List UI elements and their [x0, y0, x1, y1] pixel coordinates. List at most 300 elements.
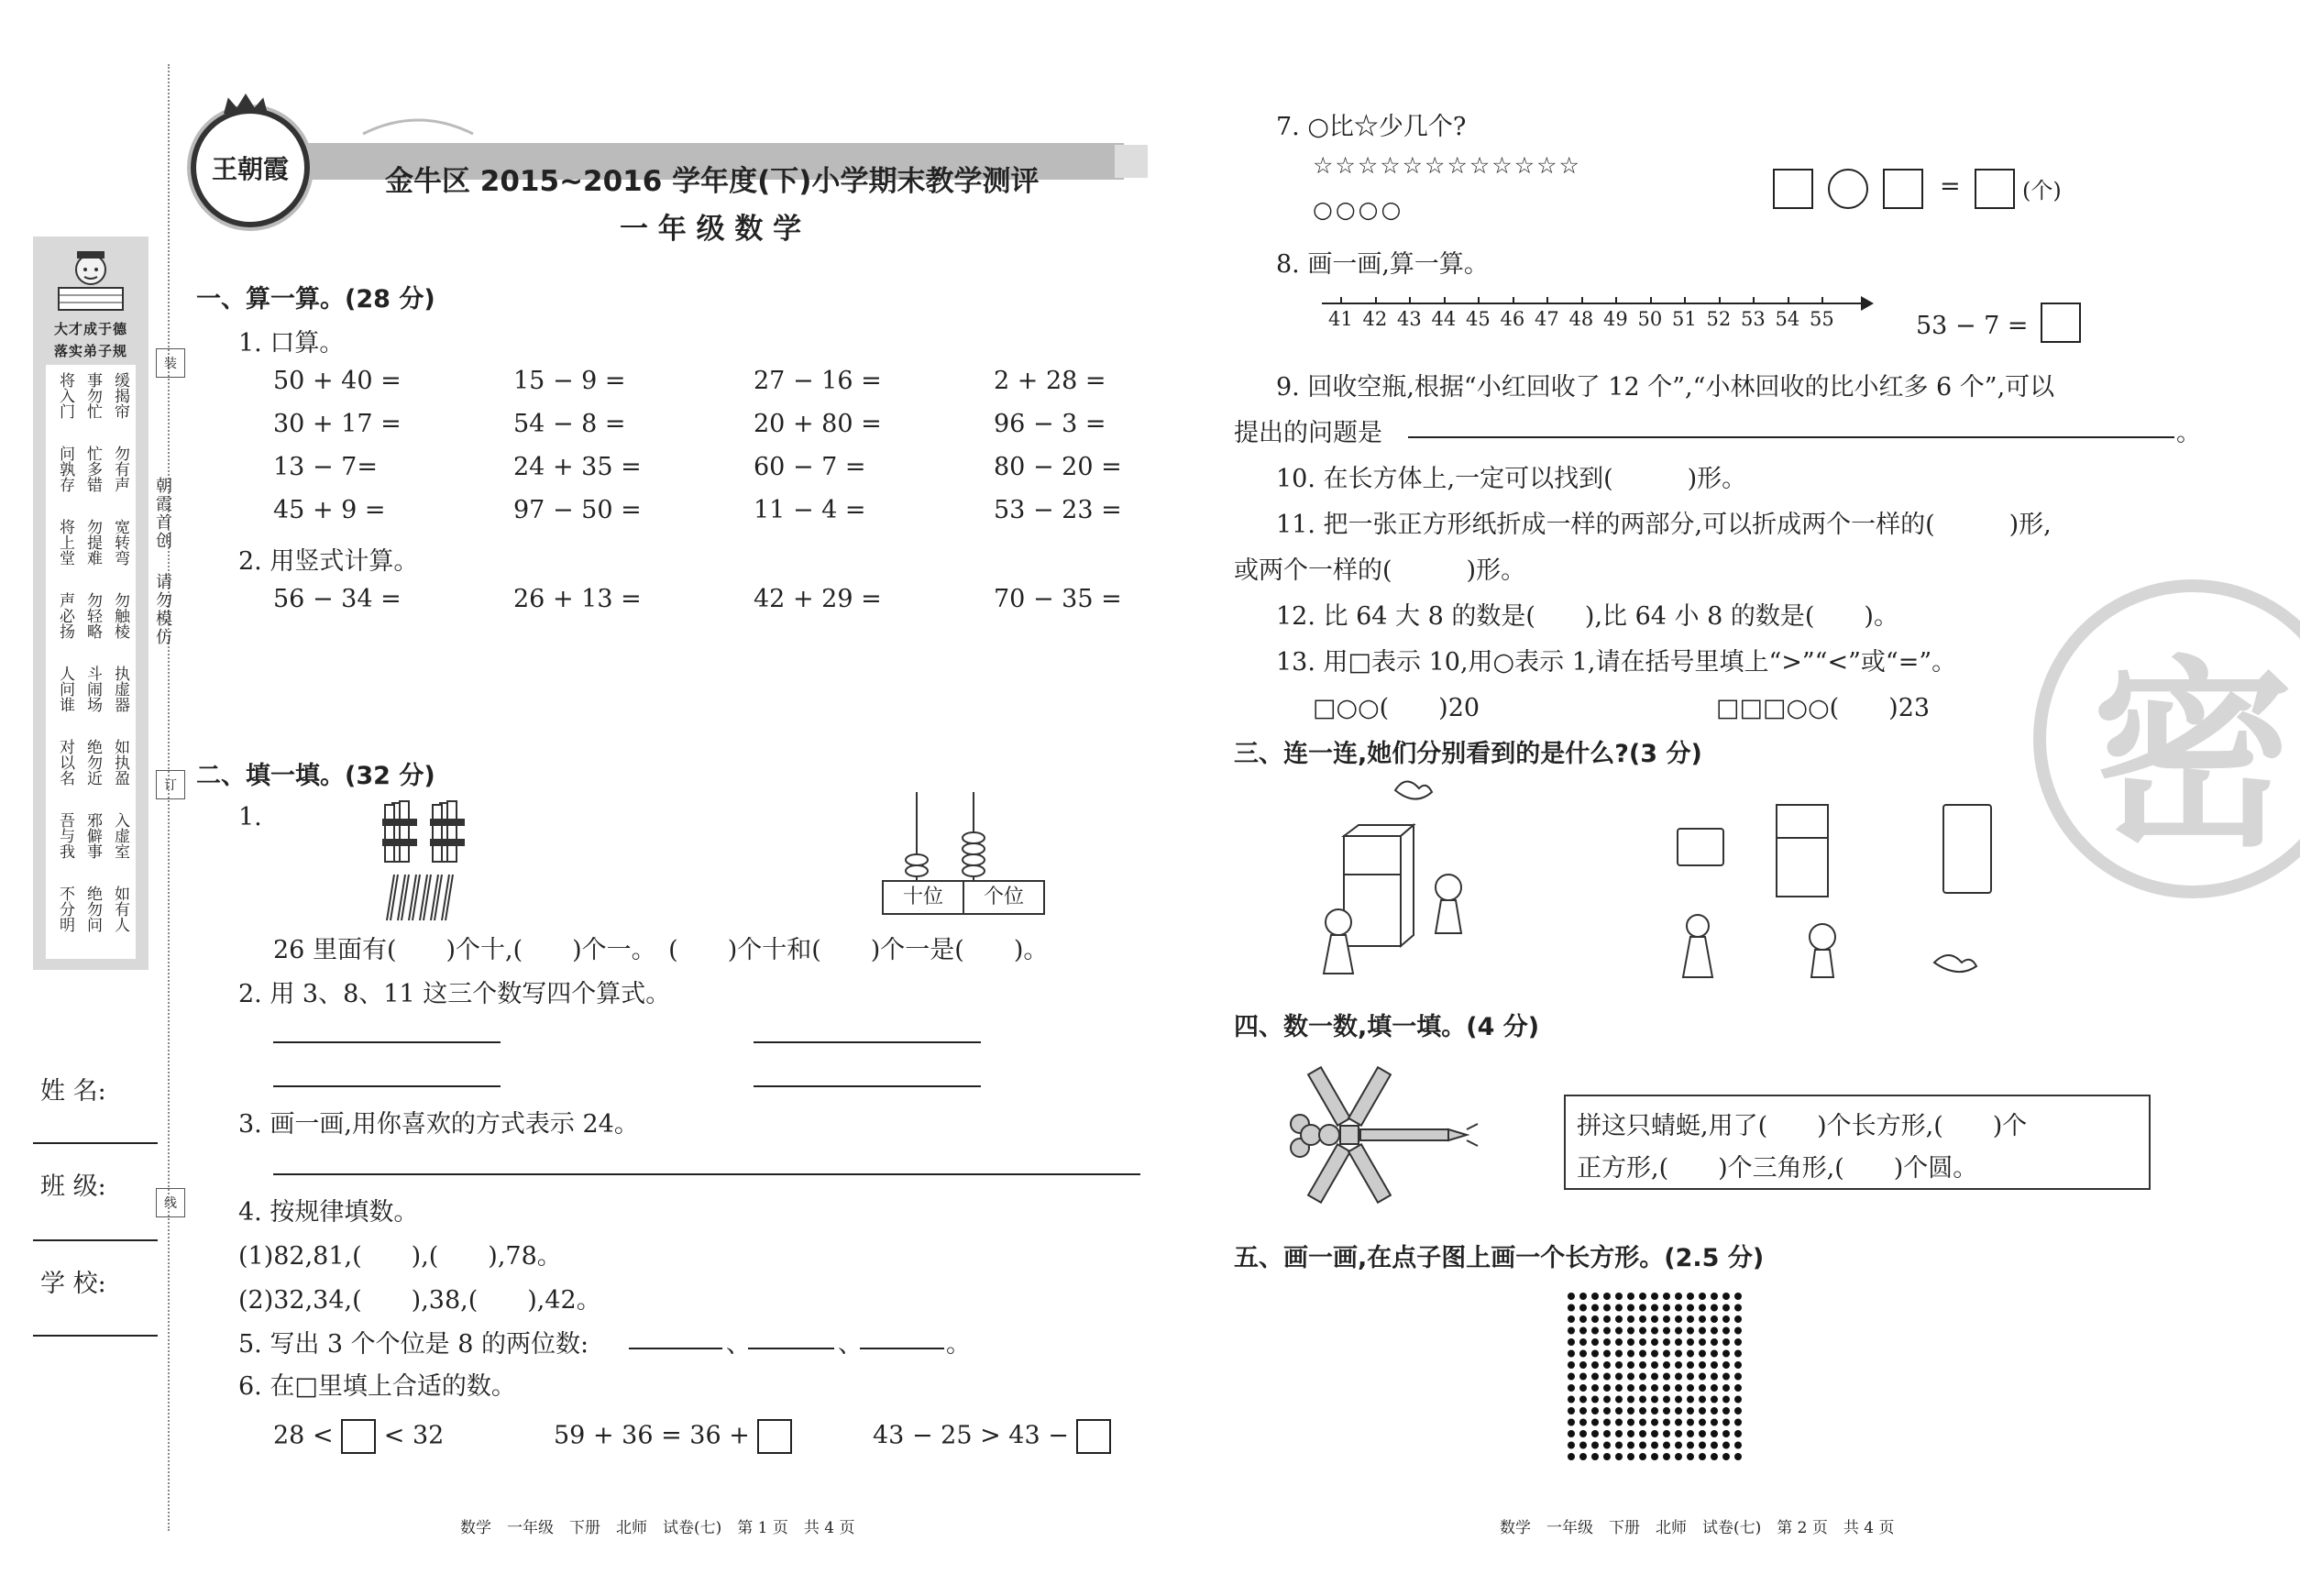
- grid-dot[interactable]: [1699, 1384, 1706, 1392]
- grid-dot[interactable]: [1675, 1361, 1682, 1369]
- grid-dot[interactable]: [1568, 1373, 1575, 1381]
- grid-dot[interactable]: [1699, 1315, 1706, 1323]
- number-line-label: 51: [1672, 308, 1697, 330]
- q7-circle-operator[interactable]: [1828, 169, 1868, 209]
- q12: 12. 比 64 大 8 的数是( ),比 64 小 8 的数是( )。: [1276, 602, 1898, 631]
- motto-column: 声必扬: [56, 592, 74, 639]
- grid-dot[interactable]: [1699, 1442, 1706, 1449]
- grid-dot[interactable]: [1579, 1396, 1587, 1403]
- viewpoint-scene-illustration: [1287, 772, 1516, 992]
- grid-dot[interactable]: [1651, 1315, 1658, 1323]
- grid-dot[interactable]: [1639, 1396, 1646, 1403]
- grid-dot[interactable]: [1722, 1384, 1730, 1392]
- grid-dot[interactable]: [1603, 1396, 1611, 1403]
- grid-dot[interactable]: [1591, 1327, 1599, 1335]
- fill-q5-blank-3[interactable]: [860, 1348, 944, 1349]
- grid-dot[interactable]: [1663, 1315, 1670, 1323]
- grid-dot[interactable]: [1651, 1293, 1658, 1300]
- grid-dot[interactable]: [1579, 1384, 1587, 1392]
- grid-dot[interactable]: [1734, 1373, 1742, 1381]
- grid-dot[interactable]: [1663, 1419, 1670, 1426]
- grid-dot[interactable]: [1734, 1396, 1742, 1403]
- grid-dot[interactable]: [1663, 1338, 1670, 1346]
- abacus-base: [882, 880, 1045, 915]
- grid-dot[interactable]: [1687, 1315, 1694, 1323]
- grid-dot[interactable]: [1651, 1373, 1658, 1381]
- grid-dot[interactable]: [1615, 1442, 1623, 1449]
- grid-dot[interactable]: [1675, 1293, 1682, 1300]
- grid-dot[interactable]: [1591, 1430, 1599, 1437]
- grid-dot[interactable]: [1722, 1373, 1730, 1381]
- grid-dot[interactable]: [1627, 1384, 1634, 1392]
- motto-column: 问孰存: [56, 446, 74, 492]
- grid-dot[interactable]: [1711, 1384, 1718, 1392]
- grid-dot[interactable]: [1568, 1396, 1575, 1403]
- grid-dot[interactable]: [1663, 1361, 1670, 1369]
- grid-dot[interactable]: [1675, 1407, 1682, 1414]
- grid-dot[interactable]: [1734, 1453, 1742, 1460]
- grid-dot[interactable]: [1603, 1315, 1611, 1323]
- grid-dot[interactable]: [1699, 1373, 1706, 1381]
- q7-box-2[interactable]: [1883, 169, 1923, 209]
- watermark-seal: [2033, 579, 2300, 898]
- grid-dot[interactable]: [1627, 1407, 1634, 1414]
- grid-dot[interactable]: [1722, 1293, 1730, 1300]
- grid-dot[interactable]: [1722, 1338, 1730, 1346]
- grid-dot[interactable]: [1687, 1350, 1694, 1358]
- grid-dot[interactable]: [1627, 1396, 1634, 1403]
- grid-dot[interactable]: [1687, 1327, 1694, 1335]
- grid-dot[interactable]: [1591, 1350, 1599, 1358]
- grid-dot[interactable]: [1675, 1453, 1682, 1460]
- grid-dot[interactable]: [1722, 1304, 1730, 1312]
- grid-dot[interactable]: [1615, 1396, 1623, 1403]
- grid-dot[interactable]: [1568, 1453, 1575, 1460]
- grid-dot[interactable]: [1711, 1442, 1718, 1449]
- grid-dot[interactable]: [1639, 1419, 1646, 1426]
- q11-line2: 或两个一样的( )形。: [1234, 556, 1526, 585]
- grid-dot[interactable]: [1568, 1384, 1575, 1392]
- grid-dot[interactable]: [1639, 1327, 1646, 1335]
- grid-dot[interactable]: [1651, 1361, 1658, 1369]
- motto-column: 如执盈: [111, 739, 129, 786]
- grid-dot[interactable]: [1603, 1338, 1611, 1346]
- grid-dot[interactable]: [1627, 1442, 1634, 1449]
- grid-dot[interactable]: [1687, 1407, 1694, 1414]
- grid-dot[interactable]: [1627, 1453, 1634, 1460]
- oral-calc-item: 50 + 40 =: [273, 367, 402, 395]
- grid-dot[interactable]: [1651, 1419, 1658, 1426]
- note-no-copy: 请勿模仿: [153, 573, 172, 646]
- grid-dot[interactable]: [1627, 1327, 1634, 1335]
- grid-dot[interactable]: [1699, 1407, 1706, 1414]
- grid-dot[interactable]: [1615, 1453, 1623, 1460]
- grid-dot[interactable]: [1627, 1419, 1634, 1426]
- grid-dot[interactable]: [1591, 1361, 1599, 1369]
- q7-box-1[interactable]: [1773, 169, 1813, 209]
- name-field[interactable]: [33, 1142, 158, 1144]
- oral-calc-item: 96 − 3 =: [994, 410, 1106, 438]
- grid-dot[interactable]: [1699, 1419, 1706, 1426]
- grid-dot[interactable]: [1722, 1315, 1730, 1323]
- oral-calc-item: 60 − 7 =: [754, 453, 866, 481]
- q7-circles: ○○○○: [1313, 196, 1404, 223]
- grid-dot[interactable]: [1663, 1304, 1670, 1312]
- number-line-tick: [1788, 297, 1789, 304]
- oral-calc-item: 15 − 9 =: [513, 367, 626, 395]
- grid-dot[interactable]: [1687, 1361, 1694, 1369]
- motto-column: 绝勿问: [83, 886, 102, 932]
- grid-dot[interactable]: [1651, 1396, 1658, 1403]
- q8-answer-box[interactable]: [2041, 303, 2081, 343]
- grid-dot[interactable]: [1603, 1384, 1611, 1392]
- grid-dot[interactable]: [1675, 1442, 1682, 1449]
- number-line-label: 48: [1568, 308, 1594, 330]
- grid-dot[interactable]: [1627, 1350, 1634, 1358]
- grid-dot[interactable]: [1603, 1442, 1611, 1449]
- grid-dot[interactable]: [1675, 1350, 1682, 1358]
- grid-dot[interactable]: [1651, 1442, 1658, 1449]
- grid-dot[interactable]: [1675, 1338, 1682, 1346]
- grid-dot[interactable]: [1687, 1373, 1694, 1381]
- grid-dot[interactable]: [1722, 1327, 1730, 1335]
- grid-dot[interactable]: [1711, 1293, 1718, 1300]
- grid-dot[interactable]: [1699, 1338, 1706, 1346]
- ineq-1-box[interactable]: [341, 1419, 376, 1454]
- grid-dot[interactable]: [1591, 1419, 1599, 1426]
- grid-dot[interactable]: [1663, 1384, 1670, 1392]
- grid-dot[interactable]: [1687, 1396, 1694, 1403]
- grid-dot[interactable]: [1568, 1442, 1575, 1449]
- grid-dot[interactable]: [1687, 1453, 1694, 1460]
- motto-column: 忙多错: [83, 446, 102, 492]
- grid-dot[interactable]: [1699, 1430, 1706, 1437]
- number-line-label: 44: [1431, 308, 1457, 330]
- fill-q6: 6. 在□里填上合适的数。: [238, 1372, 516, 1401]
- grid-dot[interactable]: [1627, 1338, 1634, 1346]
- q13b: □□□○○( )23: [1716, 694, 1931, 722]
- grid-dot[interactable]: [1627, 1315, 1634, 1323]
- grid-dot[interactable]: [1579, 1327, 1587, 1335]
- motto-column: 执虚器: [111, 666, 129, 712]
- grid-dot[interactable]: [1722, 1361, 1730, 1369]
- grid-dot[interactable]: [1711, 1327, 1718, 1335]
- grid-dot[interactable]: [1603, 1304, 1611, 1312]
- grid-dot[interactable]: [1734, 1442, 1742, 1449]
- grid-dot[interactable]: [1722, 1442, 1730, 1449]
- grid-dot[interactable]: [1734, 1430, 1742, 1437]
- grid-dot[interactable]: [1591, 1396, 1599, 1403]
- grid-dot[interactable]: [1687, 1430, 1694, 1437]
- grid-dot[interactable]: [1675, 1327, 1682, 1335]
- fill-q5-blank-2[interactable]: [748, 1348, 834, 1349]
- grid-dot[interactable]: [1687, 1384, 1694, 1392]
- grid-dot[interactable]: [1615, 1430, 1623, 1437]
- grid-dot[interactable]: [1615, 1350, 1623, 1358]
- grid-dot[interactable]: [1722, 1407, 1730, 1414]
- grid-dot[interactable]: [1663, 1453, 1670, 1460]
- grid-dot[interactable]: [1639, 1293, 1646, 1300]
- class-field[interactable]: [33, 1239, 158, 1241]
- grid-dot[interactable]: [1675, 1396, 1682, 1403]
- grid-dot[interactable]: [1568, 1338, 1575, 1346]
- grid-dot[interactable]: [1568, 1315, 1575, 1323]
- grid-dot[interactable]: [1579, 1453, 1587, 1460]
- grid-dot[interactable]: [1711, 1304, 1718, 1312]
- grid-dot[interactable]: [1687, 1293, 1694, 1300]
- grid-dot[interactable]: [1627, 1361, 1634, 1369]
- section-4-heading: 四、数一数,填一填。(4 分): [1234, 1013, 1540, 1041]
- grid-dot[interactable]: [1734, 1304, 1742, 1312]
- grid-dot[interactable]: [1615, 1361, 1623, 1369]
- q13a: □○○( )20: [1313, 694, 1480, 722]
- grid-dot[interactable]: [1603, 1430, 1611, 1437]
- grid-dot[interactable]: [1568, 1350, 1575, 1358]
- fill-q3-answer-line[interactable]: [273, 1173, 1140, 1175]
- dragonfly-question-box: [1564, 1095, 2151, 1190]
- grid-dot[interactable]: [1687, 1442, 1694, 1449]
- grid-dot[interactable]: [1579, 1361, 1587, 1369]
- left-footer: 数学 一年级 下册 北师 试卷(七) 第 1 页 共 4 页: [460, 1519, 855, 1537]
- number-line-tick: [1719, 297, 1721, 304]
- grid-dot[interactable]: [1675, 1315, 1682, 1323]
- grid-dot[interactable]: [1699, 1361, 1706, 1369]
- grid-dot[interactable]: [1711, 1453, 1718, 1460]
- grid-dot[interactable]: [1568, 1430, 1575, 1437]
- grid-dot[interactable]: [1663, 1293, 1670, 1300]
- grid-dot[interactable]: [1663, 1350, 1670, 1358]
- grid-dot[interactable]: [1734, 1315, 1742, 1323]
- grid-dot[interactable]: [1711, 1407, 1718, 1414]
- q11-line1: 11. 把一张正方形纸折成一样的两部分,可以折成两个一样的( )形,: [1276, 511, 2052, 539]
- scholar-illustration: [50, 244, 132, 317]
- ineq-2: [554, 1419, 792, 1454]
- grid-dot[interactable]: [1568, 1407, 1575, 1414]
- grid-dot[interactable]: [1663, 1327, 1670, 1335]
- grid-dot[interactable]: [1722, 1419, 1730, 1426]
- grid-dot[interactable]: [1711, 1315, 1718, 1323]
- grid-dot[interactable]: [1568, 1327, 1575, 1335]
- grid-dot[interactable]: [1639, 1304, 1646, 1312]
- grid-dot[interactable]: [1615, 1327, 1623, 1335]
- fill-q5-blank-1[interactable]: [629, 1348, 722, 1349]
- number-line-tick: [1615, 297, 1617, 304]
- grid-dot[interactable]: [1675, 1304, 1682, 1312]
- grid-dot[interactable]: [1711, 1430, 1718, 1437]
- grid-dot[interactable]: [1711, 1338, 1718, 1346]
- grid-dot[interactable]: [1734, 1350, 1742, 1358]
- ineq-2-pre: 59 + 36 = 36 +: [554, 1421, 750, 1450]
- grid-dot[interactable]: [1639, 1430, 1646, 1437]
- grid-dot[interactable]: [1722, 1453, 1730, 1460]
- grid-dot[interactable]: [1615, 1315, 1623, 1323]
- grid-dot[interactable]: [1603, 1293, 1611, 1300]
- grid-dot[interactable]: [1568, 1293, 1575, 1300]
- grid-dot[interactable]: [1639, 1384, 1646, 1392]
- grid-dot[interactable]: [1627, 1373, 1634, 1381]
- grid-dot[interactable]: [1579, 1373, 1587, 1381]
- grid-dot[interactable]: [1734, 1419, 1742, 1426]
- answer-line-3[interactable]: [273, 1085, 501, 1087]
- grid-dot[interactable]: [1675, 1384, 1682, 1392]
- grid-dot[interactable]: [1711, 1350, 1718, 1358]
- q9-answer-line[interactable]: [1408, 436, 2174, 438]
- grid-dot[interactable]: [1651, 1338, 1658, 1346]
- grid-dot[interactable]: [1687, 1338, 1694, 1346]
- q9-line2: 提出的问题是: [1234, 419, 1382, 447]
- fill-q2: 2. 用 3、8、11 这三个数写四个算式。: [238, 980, 671, 1008]
- grid-dot[interactable]: [1639, 1442, 1646, 1449]
- grid-dot[interactable]: [1639, 1350, 1646, 1358]
- grid-dot[interactable]: [1591, 1315, 1599, 1323]
- grid-dot[interactable]: [1591, 1293, 1599, 1300]
- grid-dot[interactable]: [1711, 1361, 1718, 1369]
- grid-dot[interactable]: [1591, 1304, 1599, 1312]
- grid-dot[interactable]: [1603, 1350, 1611, 1358]
- answer-line-1[interactable]: [273, 1041, 501, 1043]
- grid-dot[interactable]: [1591, 1442, 1599, 1449]
- grid-dot[interactable]: [1627, 1304, 1634, 1312]
- grid-dot[interactable]: [1615, 1384, 1623, 1392]
- grid-dot[interactable]: [1579, 1419, 1587, 1426]
- ineq-3-box[interactable]: [1076, 1419, 1111, 1454]
- grid-dot[interactable]: [1699, 1327, 1706, 1335]
- grid-dot[interactable]: [1568, 1361, 1575, 1369]
- grid-dot[interactable]: [1675, 1373, 1682, 1381]
- grid-dot[interactable]: [1591, 1453, 1599, 1460]
- grid-dot[interactable]: [1651, 1430, 1658, 1437]
- grid-dot[interactable]: [1663, 1396, 1670, 1403]
- oral-calc-item: 53 − 23 =: [994, 496, 1122, 524]
- grid-dot[interactable]: [1615, 1419, 1623, 1426]
- grid-dot[interactable]: [1663, 1430, 1670, 1437]
- grid-dot[interactable]: [1579, 1304, 1587, 1312]
- answer-line-4[interactable]: [754, 1085, 981, 1087]
- section-3-heading: 三、连一连,她们分别看到的是什么?(3 分): [1234, 740, 1702, 768]
- grid-dot[interactable]: [1579, 1338, 1587, 1346]
- grid-dot[interactable]: [1603, 1419, 1611, 1426]
- grid-dot[interactable]: [1579, 1293, 1587, 1300]
- grid-dot[interactable]: [1579, 1315, 1587, 1323]
- grid-dot[interactable]: [1603, 1327, 1611, 1335]
- number-line-axis: [1322, 303, 1863, 304]
- grid-dot[interactable]: [1639, 1361, 1646, 1369]
- grid-dot[interactable]: [1651, 1407, 1658, 1414]
- grid-dot[interactable]: [1699, 1304, 1706, 1312]
- grid-dot[interactable]: [1615, 1338, 1623, 1346]
- motto-column: 对以名: [56, 739, 74, 786]
- section-1-heading: 一、算一算。(28 分): [196, 285, 435, 314]
- grid-dot[interactable]: [1687, 1419, 1694, 1426]
- grid-dot[interactable]: [1639, 1315, 1646, 1323]
- grid-dot[interactable]: [1591, 1407, 1599, 1414]
- grid-dot[interactable]: [1663, 1407, 1670, 1414]
- grid-dot[interactable]: [1568, 1419, 1575, 1426]
- grid-dot[interactable]: [1639, 1453, 1646, 1460]
- grid-dot[interactable]: [1699, 1396, 1706, 1403]
- grid-dot[interactable]: [1627, 1293, 1634, 1300]
- grid-dot[interactable]: [1591, 1384, 1599, 1392]
- grid-dot[interactable]: [1722, 1396, 1730, 1403]
- answer-line-2[interactable]: [754, 1041, 981, 1043]
- grid-dot[interactable]: [1627, 1430, 1634, 1437]
- grid-dot[interactable]: [1615, 1304, 1623, 1312]
- grid-dot[interactable]: [1711, 1419, 1718, 1426]
- grid-dot[interactable]: [1651, 1453, 1658, 1460]
- grid-dot[interactable]: [1568, 1304, 1575, 1312]
- dragonfly-line1: 拼这只蜻蜓,用了( )个长方形,( )个: [1577, 1112, 2028, 1140]
- grid-dot[interactable]: [1651, 1350, 1658, 1358]
- grid-dot[interactable]: [1675, 1419, 1682, 1426]
- grid-dot[interactable]: [1651, 1384, 1658, 1392]
- school-field[interactable]: [33, 1335, 158, 1337]
- grid-dot[interactable]: [1663, 1373, 1670, 1381]
- grid-dot[interactable]: [1699, 1350, 1706, 1358]
- grid-dot[interactable]: [1722, 1430, 1730, 1437]
- oral-calc-item: 45 + 9 =: [273, 496, 386, 524]
- grid-dot[interactable]: [1615, 1373, 1623, 1381]
- grid-dot[interactable]: [1711, 1373, 1718, 1381]
- dot-grid[interactable]: [1566, 1291, 1749, 1465]
- grid-dot[interactable]: [1579, 1407, 1587, 1414]
- grid-dot[interactable]: [1687, 1304, 1694, 1312]
- grid-dot[interactable]: [1615, 1293, 1623, 1300]
- grid-dot[interactable]: [1663, 1442, 1670, 1449]
- grid-dot[interactable]: [1579, 1442, 1587, 1449]
- number-line-tick: [1513, 297, 1514, 304]
- grid-dot[interactable]: [1591, 1338, 1599, 1346]
- grid-dot[interactable]: [1603, 1407, 1611, 1414]
- grid-dot[interactable]: [1675, 1430, 1682, 1437]
- grid-dot[interactable]: [1734, 1293, 1742, 1300]
- grid-dot[interactable]: [1651, 1304, 1658, 1312]
- fill-q3: 3. 画一画,用你喜欢的方式表示 24。: [238, 1110, 639, 1139]
- number-line-label: 41: [1328, 308, 1353, 330]
- grid-dot[interactable]: [1579, 1350, 1587, 1358]
- number-line-label: 42: [1362, 308, 1388, 330]
- watermark-text: 密: [2091, 639, 2294, 874]
- q7-box-result[interactable]: [1975, 169, 2015, 209]
- sticks-bundle-illustration: [374, 796, 493, 924]
- number-line-label: 45: [1466, 308, 1491, 330]
- grid-dot[interactable]: [1734, 1384, 1742, 1392]
- grid-dot[interactable]: [1615, 1407, 1623, 1414]
- grid-dot[interactable]: [1603, 1453, 1611, 1460]
- grid-dot[interactable]: [1734, 1327, 1742, 1335]
- ineq-2-box[interactable]: [757, 1419, 792, 1454]
- motto-column: 不分明: [56, 886, 74, 932]
- grid-dot[interactable]: [1651, 1327, 1658, 1335]
- grid-dot[interactable]: [1579, 1430, 1587, 1437]
- number-line-tick: [1684, 297, 1686, 304]
- grid-dot[interactable]: [1699, 1453, 1706, 1460]
- grid-dot[interactable]: [1734, 1407, 1742, 1414]
- grid-dot[interactable]: [1639, 1407, 1646, 1414]
- grid-dot[interactable]: [1734, 1361, 1742, 1369]
- grid-dot[interactable]: [1711, 1396, 1718, 1403]
- grid-dot[interactable]: [1734, 1338, 1742, 1346]
- grid-dot[interactable]: [1639, 1338, 1646, 1346]
- fill-q5-sep-2: 、: [838, 1330, 863, 1359]
- grid-dot[interactable]: [1603, 1361, 1611, 1369]
- grid-dot[interactable]: [1639, 1373, 1646, 1381]
- right-footer: 数学 一年级 下册 北师 试卷(七) 第 2 页 共 4 页: [1500, 1519, 1895, 1537]
- grid-dot[interactable]: [1722, 1350, 1730, 1358]
- grid-dot[interactable]: [1591, 1373, 1599, 1381]
- grid-dot[interactable]: [1603, 1373, 1611, 1381]
- abacus: [882, 790, 1043, 919]
- grid-dot[interactable]: [1699, 1293, 1706, 1300]
